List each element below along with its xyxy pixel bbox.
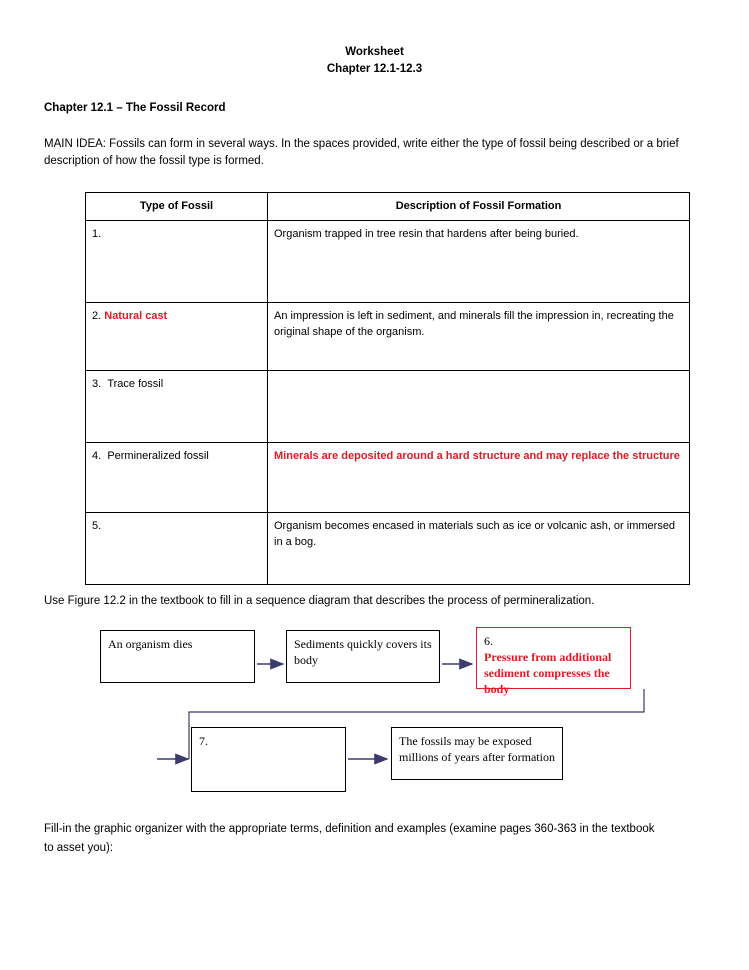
cell-description-3[interactable] (268, 371, 690, 443)
table-row (86, 443, 690, 513)
table-row (86, 221, 690, 303)
flow-box-2-text: Sediments quickly covers its body (294, 637, 432, 667)
cell-type-1[interactable] (86, 221, 268, 303)
closing-instruction-text: Fill-in the graphic organizer with the appropriate terms, definition and examples (examine pages 360-363 in the textbook to asset you): (44, 823, 655, 854)
table-row (86, 303, 690, 371)
table-header-row (86, 193, 690, 221)
column-header-type: Type of Fossil (86, 193, 268, 221)
cell-description-2[interactable] (268, 303, 690, 371)
row-number-1: 1. (92, 228, 102, 240)
cell-description-1[interactable] (268, 221, 690, 303)
page-subtitle: Chapter 12.1-12.3 (326, 63, 423, 75)
flow-box-6[interactable] (476, 627, 631, 696)
cell-type-3[interactable] (86, 371, 268, 443)
answer-type-3: Trace fossil (107, 378, 164, 390)
flow-box-1 (100, 630, 255, 683)
table-row (86, 513, 690, 585)
flow-box-1-text: An organism dies (108, 637, 193, 651)
flow-box-8 (391, 727, 563, 780)
description-text-2: An impression is left in sediment, and minerals fill the impression in, recreating the original shape of the organism. (274, 310, 674, 338)
flow-box-2 (286, 630, 440, 683)
description-text-5: Organism becomes encased in materials such as ice or volcanic ash, or immersed in a bog. (274, 520, 676, 548)
flow-box-7-number: 7. (199, 734, 208, 748)
row-number-5: 5. (92, 520, 102, 532)
flow-box-7[interactable] (191, 727, 346, 792)
sequence-diagram (44, 622, 706, 812)
answer-type-2: Natural cast (104, 310, 168, 322)
flow-box-8-text: The fossils may be exposed millions of years after formation (399, 734, 555, 764)
row-number-2: 2. (92, 310, 102, 322)
description-text-1: Organism trapped in tree resin that hardens after being buried. (274, 228, 579, 240)
row-number-3: 3. (92, 378, 102, 390)
page-title: Worksheet (345, 46, 404, 58)
flow-box-6-number: 6. (484, 634, 493, 648)
main-idea-text: MAIN IDEA: Fossils can form in several ways. In the spaces provided, write either the type of fossil being described or a brief description of how the fossil type is formed. (44, 138, 679, 167)
section-heading: Chapter 12.1 – The Fossil Record (44, 102, 226, 114)
cell-description-4[interactable] (268, 443, 690, 513)
table-row (86, 371, 690, 443)
column-header-description: Description of Fossil Formation (268, 193, 690, 221)
cell-type-2[interactable] (86, 303, 268, 371)
flow-box-6-answer: Pressure from additional sediment compresses the body (484, 650, 612, 696)
cell-type-4[interactable] (86, 443, 268, 513)
answer-description-4: Minerals are deposited around a hard structure and may replace the structure (274, 450, 680, 462)
fossil-table (85, 192, 690, 585)
figure-instruction-text: Use Figure 12.2 in the textbook to fill in a sequence diagram that describes the process of permineralization. (44, 595, 595, 607)
row-number-4: 4. (92, 450, 102, 462)
cell-description-5[interactable] (268, 513, 690, 585)
answer-type-4: Permineralized fossil (107, 450, 209, 462)
cell-type-5[interactable] (86, 513, 268, 585)
